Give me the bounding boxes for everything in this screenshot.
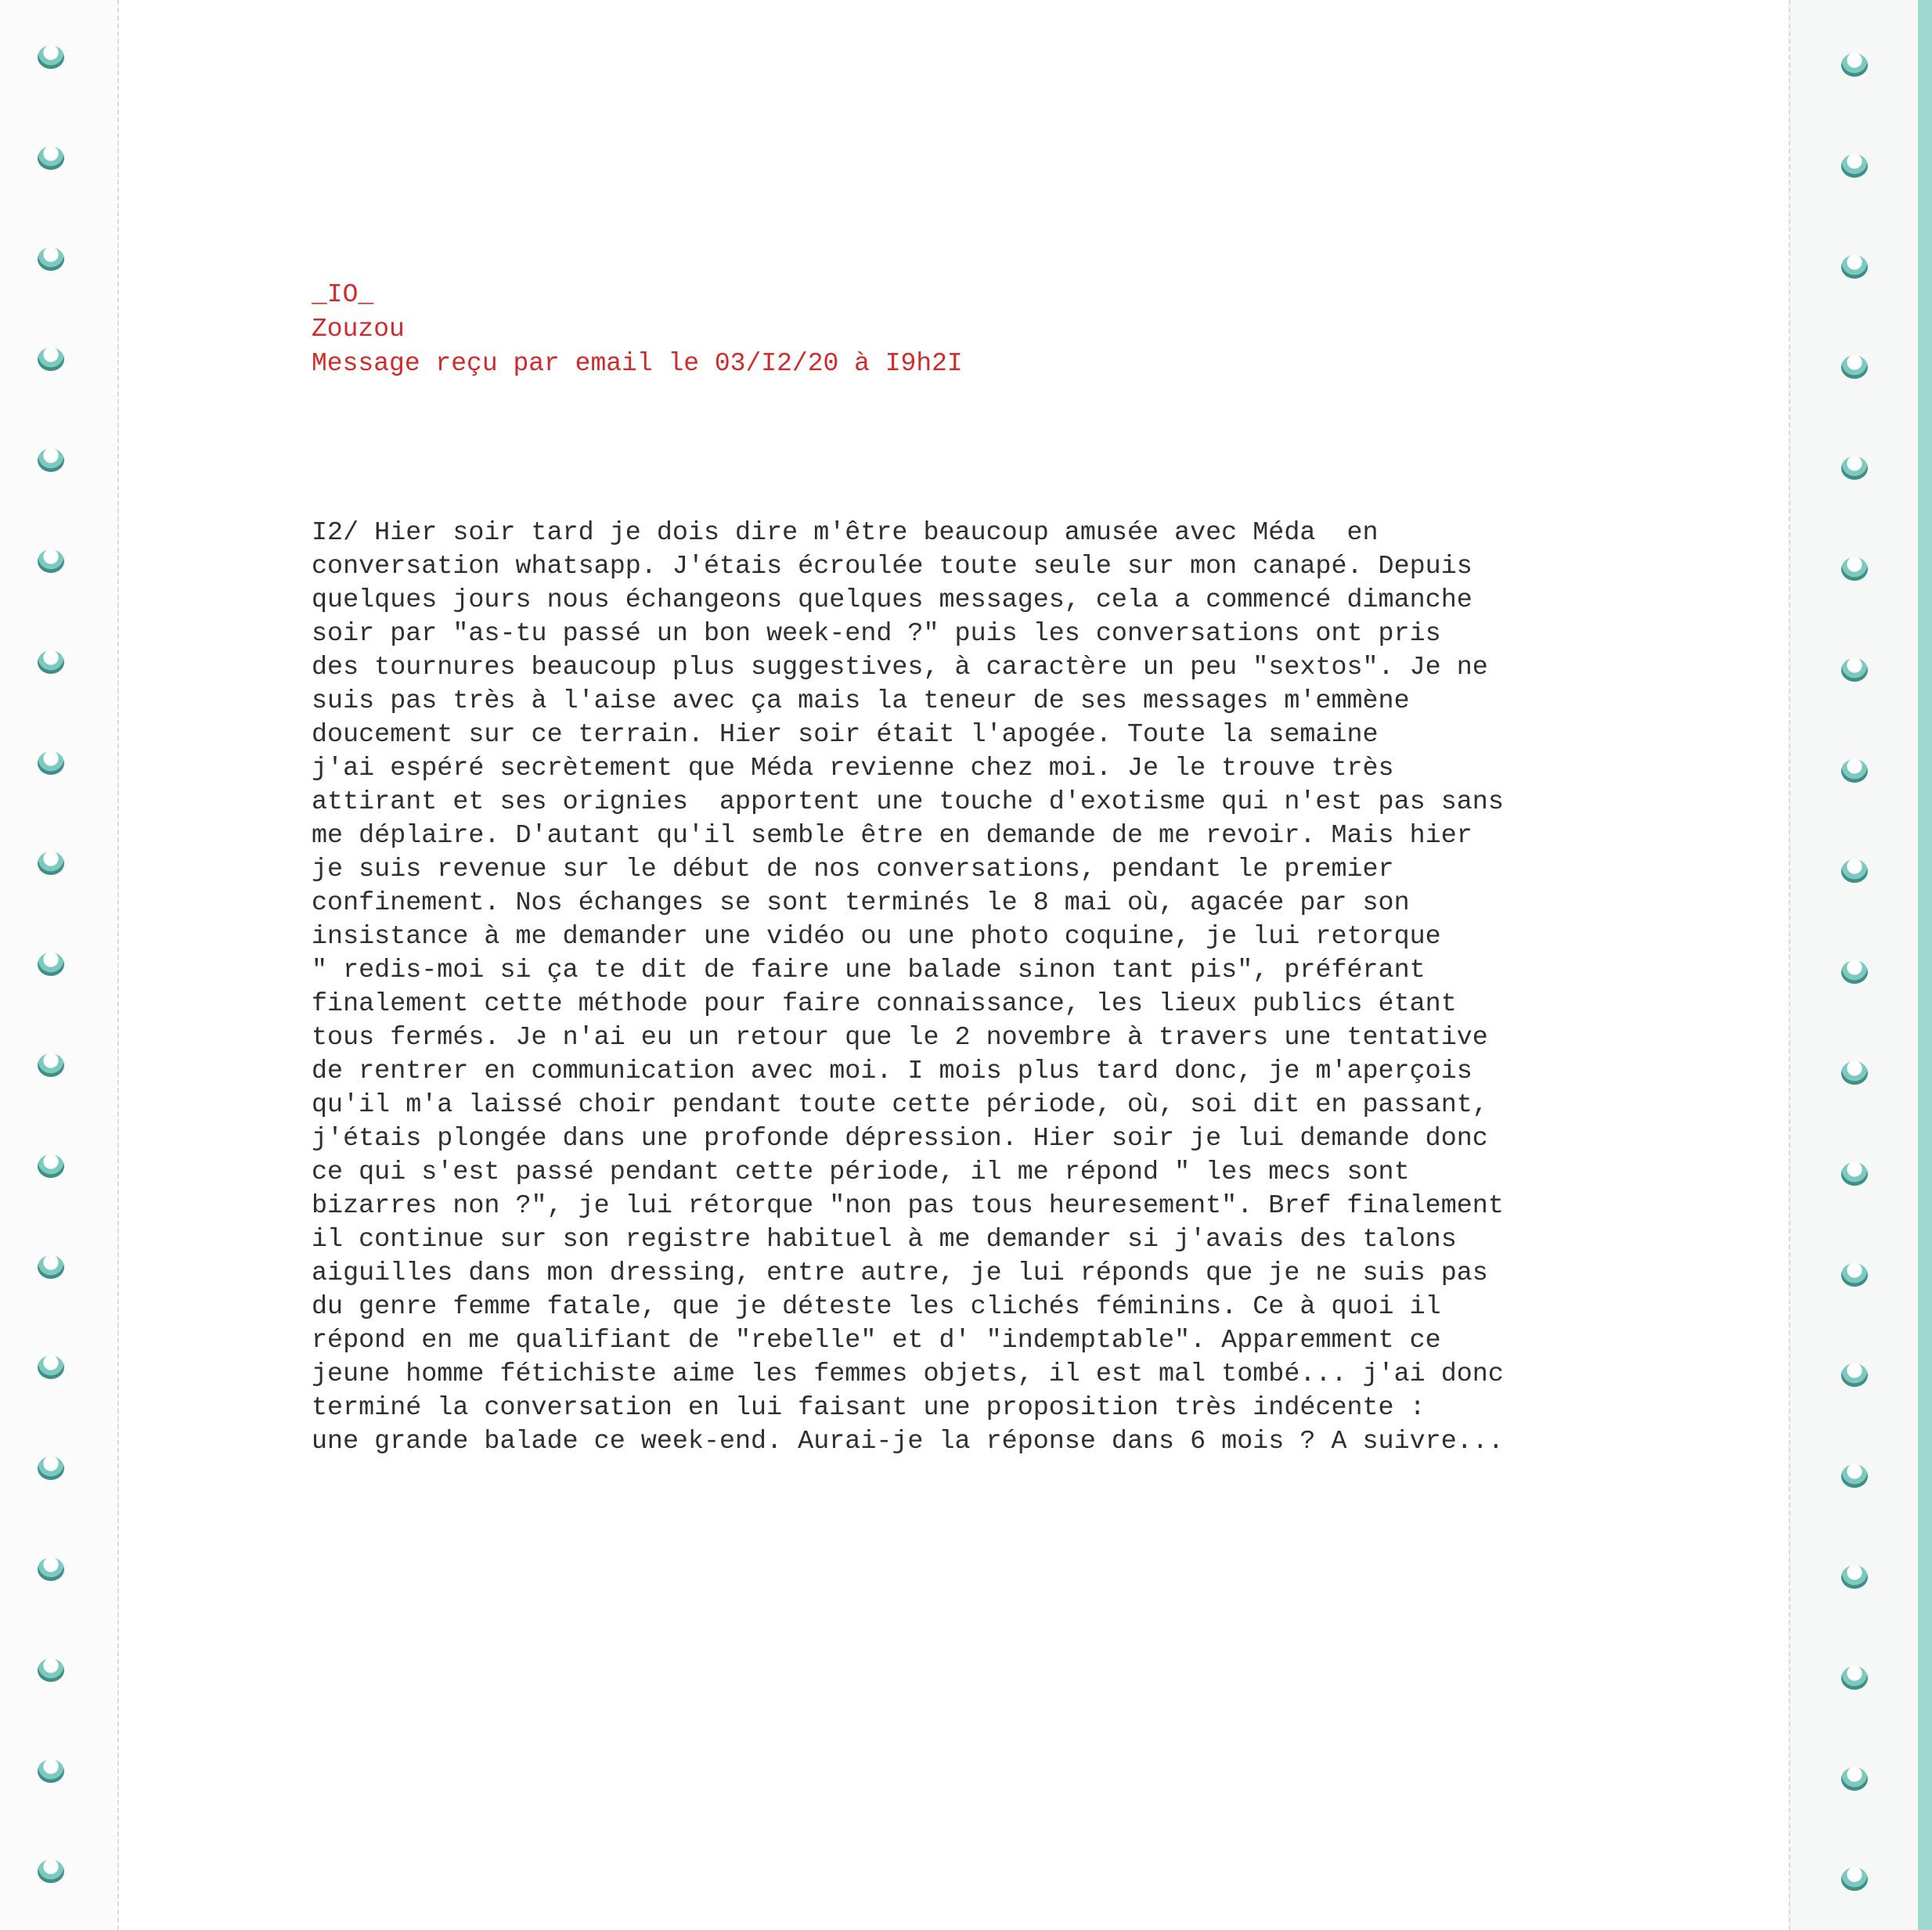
perforation-hole [1841,154,1868,178]
text-line: des tournures beaucoup plus suggestives, à caractère un peu "sextos". Je ne [312,653,1488,682]
message-subtitle: Message reçu par email le 03/I2/20 à I9h2I [312,349,963,378]
text-line: " redis-moi si ça te dit de faire une balade sinon tant pis", préférant [312,956,1426,985]
text-line: confinement. Nos échanges se sont terminés le 8 mai où, agacée par son [312,888,1410,918]
perforation-hole [1841,1263,1868,1287]
perforation-hole [1841,1767,1868,1791]
text-line: bizarres non ?", je lui rétorque "non pas tous heuresement". Bref finalement [312,1191,1504,1221]
perforation-hole [1841,255,1868,279]
entry-number: _IO_ [312,280,374,309]
text-line: quelques jours nous échangeons quelques messages, cela a commencé dimanche [312,585,1472,615]
text-line: suis pas très à l'aise avec ça mais la teneur de ses messages m'emmène [312,686,1410,716]
text-line: j'ai espéré secrètement que Méda revienne chez moi. Je le trouve très [312,754,1394,783]
perforation-hole [1841,1666,1868,1690]
text-line: finalement cette méthode pour faire connaissance, les lieux publics étant [312,989,1457,1019]
text-line: I2/ Hier soir tard je dois dire m'être beaucoup amusée avec Méda en [312,518,1379,548]
text-line: me déplaire. D'autant qu'il semble être en demande de me revoir. Mais hier [312,821,1472,851]
text-line: soir par "as-tu passé un bon week-end ?" puis les conversations ont pris [312,619,1441,649]
perforation-hole [38,1154,64,1178]
perforation-hole [1841,557,1868,581]
paper-edge [1918,0,1932,1930]
perforation-hole [38,45,64,69]
perforation-hole [1841,1061,1868,1085]
text-line: aiguilles dans mon dressing, entre autre, je lui réponds que je ne suis pas [312,1258,1488,1288]
text-line: je suis revenue sur le début de nos conversations, pendant le premier [312,855,1394,884]
perforation-hole [1841,1464,1868,1488]
text-line: de rentrer en communication avec moi. I mois plus tard donc, je m'aperçois [312,1057,1472,1086]
text-line: j'étais plongée dans une profonde dépression. Hier soir je lui demande donc [312,1124,1488,1154]
perforation-hole [38,1658,64,1682]
perforation-hole [38,448,64,472]
text-line: ce qui s'est passé pendant cette période, il me répond " les mecs sont [312,1158,1410,1187]
perforation-hole [38,1255,64,1279]
perforation-hole [38,751,64,775]
text-line: il continue sur son registre habituel à me demander si j'avais des talons [312,1225,1457,1255]
text-line: qu'il m'a laissé choir pendant toute cette période, où, soi dit en passant, [312,1090,1488,1120]
letter-body [312,517,1603,1459]
text-line: du genre femme fatale, que je déteste les clichés féminins. Ce à quoi il [312,1292,1441,1322]
perforation-hole [38,952,64,976]
perforation-hole [38,549,64,573]
perforation-hole [38,1759,64,1783]
perforation-hole [38,1557,64,1581]
perforation-hole [38,146,64,170]
perforation-hole [38,1457,64,1480]
perforation-hole [1841,53,1868,77]
perforation-hole [38,1053,64,1077]
perforation-hole [38,650,64,674]
text-line: terminé la conversation en lui faisant une proposition très indécente : [312,1393,1426,1423]
perforation-hole [38,247,64,271]
perforation-hole [1841,1565,1868,1589]
text-line: doucement sur ce terrain. Hier soir était l'apogée. Toute la semaine [312,720,1379,750]
text-line: conversation whatsapp. J'étais écroulée toute seule sur mon canapé. Depuis [312,552,1472,582]
perforation-hole [1841,759,1868,783]
perforation-hole [1841,960,1868,984]
author-name: Zouzou [312,315,405,344]
header [312,278,963,381]
text-line: tous fermés. Je n'ai eu un retour que le 2 novembre à travers une tentative [312,1023,1488,1053]
perforation-hole [1841,1162,1868,1186]
text-line: insistance à me demander une vidéo ou une photo coquine, je lui retorque [312,922,1441,952]
text-line: attirant et ses orignies apportent une touche d'exotisme qui n'est pas sans [312,787,1504,817]
perforation-hole [1841,456,1868,480]
text-line: une grande balade ce week-end. Aurai-je la réponse dans 6 mois ? A suivre... [312,1427,1504,1457]
text-line: répond en me qualifiant de "rebelle" et d' "indemptable". Apparemment ce [312,1326,1441,1356]
perforation-hole [1841,658,1868,682]
text-line: jeune homme fétichiste aime les femmes objets, il est mal tombé... j'ai donc [312,1359,1504,1389]
